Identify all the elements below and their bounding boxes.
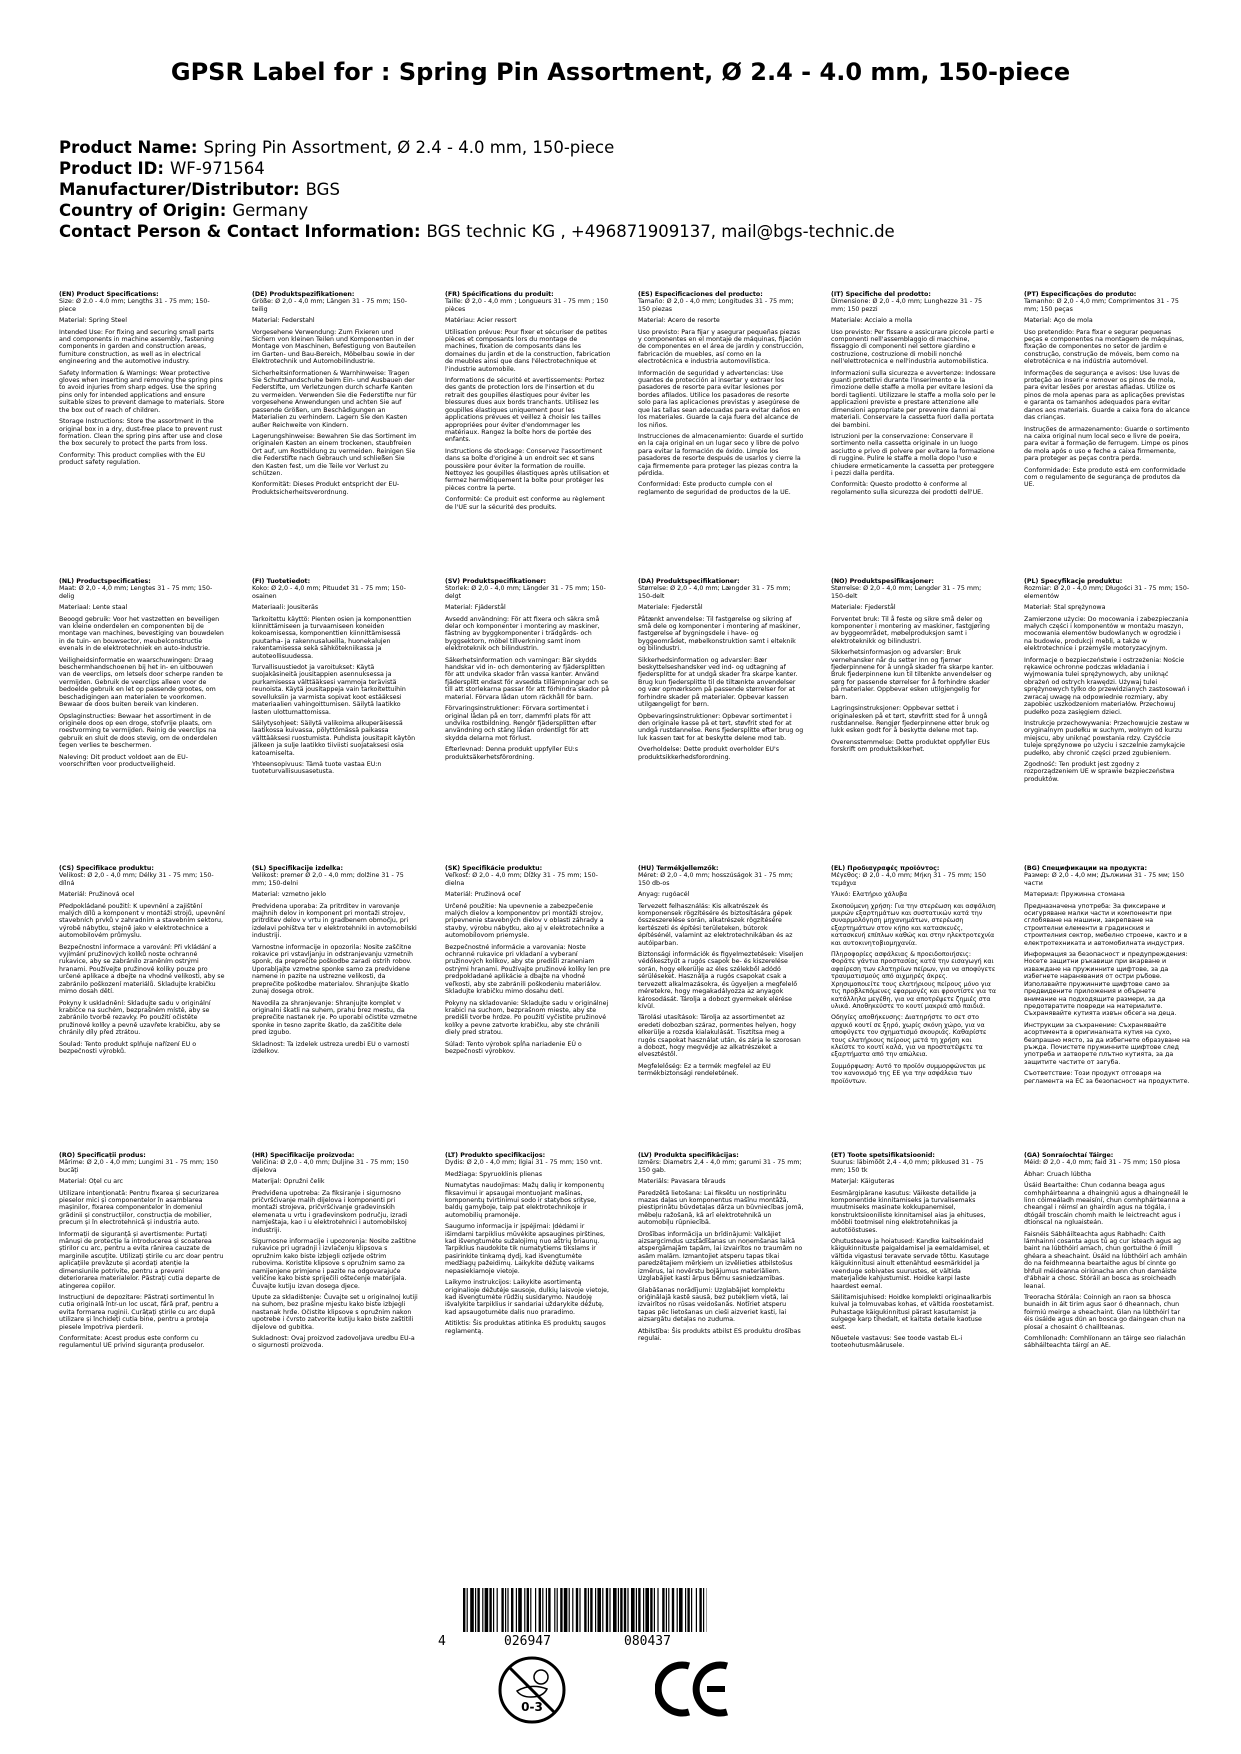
card-heading: (ET) Toote spetsifikatsioonid: — [831, 1152, 935, 1159]
barcode-first-digit: 4 — [438, 1634, 446, 1649]
barcode-bar — [482, 1588, 483, 1632]
card-size: Méret: Ø 2,0 - 4,0 mm; hosszúságok 31 - 75 mm; 150 db-os — [638, 872, 793, 887]
card-safety: Информация за безопасност и предупреждения: Носете защитни ръкавици при вкарване и изваждане на пружинните щифтове, за да избегнете наранявания от остри ръбове. Използвайте пружинните щифтове само за предвидените приложения и обърнете внимание на подходящите размери, за да предотвратите повреди на материалите. Съхранявайте кутията извън обсега на деца. — [1024, 951, 1188, 1018]
card-conformity: Súlad: Tento výrobok spĺňa nariadenie EÚ o bezpečnosti výrobkov. — [445, 1040, 582, 1055]
card-heading: (NO) Produktspesifikasjoner: — [831, 578, 934, 585]
card-heading: (HR) Specifikacije proizvoda: — [252, 1152, 355, 1159]
barcode-bar — [703, 1588, 704, 1632]
card-use: Avsedd användning: För att fixera och säkra små delar och komponenter i montering av maskiner, fästning av byggkomponenter i trädgårds- och byggsektorn, möbel tillverkning samt inom elektroteknik och bilindustrin. — [445, 615, 600, 653]
card-conformity: Yhteensopivuus: Tämä tuote vastaa EU:n tuoteturvallisuusasetusta. — [252, 760, 382, 776]
card-material: Materiāls: Pavasara tērauds — [638, 1178, 726, 1186]
barcode-bar — [618, 1588, 619, 1632]
card-material: Materiaali: Jousiteräs — [252, 604, 319, 612]
card-safety: Drošības informācija un brīdinājumi: Valkājiet aizsargcimdus uzstādīšanas un noņemšanas laikā atspergāmajām tapām, lai izvairītos no traumām no asām malām. Izmantojiet atsperu tapas tikai paredzētajiem mērķiem un izvēlieties atbilstošus izmērus, lai novērstu bojājumus materiāliem. Uzglabājiet kasti ārpus bērnu sasniedzamības. — [638, 1230, 803, 1283]
card-size: Mărime: Ø 2,0 - 4,0 mm; Lungimi 31 - 75 mm; 150 bucăți — [59, 1159, 219, 1174]
barcode-bar — [507, 1588, 508, 1632]
card-size: Méid: Ø 2,0 - 4,0 mm; faid 31 - 75 mm; 150 píosa — [1024, 1159, 1181, 1167]
card-safety: Informacje o bezpieczeństwie i ostrzeżenia: Noście rękawice ochronne podczas wkładania i wyjmowania tulei sprężynowych, aby uniknąć obrażeń od ostrych krawędzi. Używaj tulei sprężynowych tylko do przewidzianych zastosowań i zwracaj uwagę na odpowiednie rozmiary, aby zapobiec uszkodzeniom materiałów. Przechowuj pudełko poza zasięgiem dzieci. — [1024, 656, 1190, 716]
card-storage: Upute za skladištenje: Čuvajte set u originalnoj kutiji na suhom, bez prašine mjestu kako biste izbjegli nastanak hrđe. Očistite klipsove s opružnim nakon upotrebe i čvrsto zatvorite kutiju kako biste zaštitili dijelove od gubitka. — [252, 1293, 418, 1331]
language-card — [1024, 865, 1190, 1152]
card-storage: Lagerungshinweise: Bewahren Sie das Sortiment im originalen Kasten an einem trockenen, staubfreien Ort auf, um Rostbildung zu vermeiden. Reinigen Sie die Federstifte nach Gebrauch und schließen Sie den Kasten fest, um die Teile vor Verlust zu schützen. — [252, 432, 417, 477]
barcode-bar — [627, 1588, 628, 1632]
card-size: Größe: Ø 2,0 - 4,0 mm; Längen 31 - 75 mm; 150-teilig — [252, 298, 408, 313]
page-title: GPSR Label for : Spring Pin Assortment, Ø 2.4 - 4.0 mm, 150-piece — [170, 58, 1071, 86]
card-heading: (LV) Produkta specifikācijas: — [638, 1152, 739, 1159]
barcode-bar — [687, 1588, 689, 1632]
card-size: Rozmiar: Ø 2,0 - 4,0 mm; Długości 31 - 75 mm; 150-elementów — [1024, 585, 1190, 600]
info-value: BGS — [305, 180, 340, 199]
card-conformity: Sukladnost: Ovaj proizvod zadovoljava uredbu EU-a o sigurnosti proizvoda. — [252, 1334, 415, 1350]
card-size: Suurus: läbimõõt 2,4 - 4,0 mm; pikkused 31 - 75 mm; 150 tk — [831, 1159, 984, 1174]
no-children-0-3-icon — [497, 1655, 567, 1725]
card-safety: Sicherheitsinformationen & Warnhinweise: Tragen Sie Schutzhandschuhe beim Ein- und Ausbauen der Federstifte, um Verletzungen durch scharfe Kanten zu vermeiden. Verwenden Sie die Federstifte nur für vorgesehene Anwendungen und achten Sie auf passende Größen, um Beschädigungen an Materialien zu verhindern. Lagern Sie den Kasten außer Reichweite von Kindern. — [252, 369, 417, 429]
card-heading: (SV) Produktspecifikationer: — [445, 578, 546, 585]
card-conformity: Naleving: Dit product voldoet aan de EU-voorschriften voor productveiligheid. — [59, 753, 189, 768]
info-row — [59, 200, 1199, 221]
card-safety: Bezpečnostné informácie a varovania: Noste ochranné rukavice pri vkladaní a vyberaní pružinových kolíkov, aby ste predišli zraneniam ostrými hranami. Používajte pružinové kolíky len pre predpokladané aplikácie a dbajte na vhodné veľkosti, aby ste zabránili poškodeniu materiálov. Skladujte krabičku mimo dosahu detí. — [445, 943, 611, 996]
card-use: Vorgesehene Verwendung: Zum Fixieren und Sichern von kleinen Teilen und Komponenten in der Montage von Maschinen, Befestigung von Bauteilen im Garten- und Bau-Bereich, Möbelbau sowie in der Elektrotechnik und Automobilindustrie. — [252, 328, 416, 366]
language-card — [59, 291, 225, 578]
card-use: Предназначена употреба: За фиксиране и осигуряване малки части и компоненти при сглобяване на машини, закрепване на строителни елементи в градинския и строителния сектор, мебелно строене, както и в електротехниката и автомобилната индустрия. — [1024, 902, 1188, 947]
card-storage: Laikymo instrukcijos: Laikykite asortimentą originalioje dėžutėje sausoje, dulkių laisvoje vietoje, kad išvengtumėte rūdžių susidarymo. Naudoję išvalykite tarpiklius ir sandariai uždarykite dėžutę, kad apsaugotumėte dalis nuo praradimo. — [445, 1279, 610, 1316]
language-card — [638, 865, 804, 1152]
barcode-bar — [475, 1588, 476, 1632]
card-material: Materiál: Pružinová oceľ — [445, 891, 522, 899]
card-conformity: Συμμόρφωση: Αυτό το προϊόν συμμορφώνεται με τον κανονισμό της ΕΕ για την ασφάλεια των προϊόντων. — [831, 1062, 986, 1085]
card-material: Material: vzmetno jeklo — [252, 891, 326, 899]
info-row — [59, 158, 1199, 179]
card-use: Tervezett felhasználás: Kis alkatrészek és komponensek rögzítésére és biztosítására gépek összeszerelése során, alkatrészek rögzítésére kertészeti és építési területeken, bútorok építésénél, valamint az elektrotechnikában és az autóiparban. — [638, 902, 793, 947]
language-card — [445, 291, 611, 578]
card-conformity: Zgodność: Ten produkt jest zgodny z rozporządzeniem UE w sprawie bezpieczeństwa produktów. — [1024, 760, 1175, 783]
barcode-bar — [542, 1588, 543, 1632]
card-safety: Informații de siguranță și avertismente: Purtați mănuși de protecție la introducerea și scoaterea știrilor cu arc, pentru a evita rănirea cauzate de marginile ascuțite. Utilizați știrile cu arc doar pentru aplicațiile prevăzute și acordați atenție la dimensiunile potrivite, pentru a preveni deteriorarea materialelor. Păstrați cutia departe de atingerea copiilor. — [59, 1230, 224, 1290]
barcode-bar — [539, 1588, 541, 1632]
card-size: Velikost: Ø 2,0 - 4,0 mm; Délky 31 - 75 mm; 150-dílná — [59, 872, 214, 887]
card-material: Materijal: Opružni čelik — [252, 1178, 325, 1186]
language-card — [1024, 578, 1190, 865]
card-use: Σκοπούμενη χρήση: Για την στερέωση και ασφάλιση μικρών εξαρτημάτων και συστατικών κατά την συναρμολόγηση μηχανημάτων, στερέωση εξαρτημάτων στον κήπο και κατασκευές, κατασκευή επίπλων καθώς και στην ηλεκτροτεχνία και αυτοκινητοβιομηχανία. — [831, 902, 996, 947]
barcode-bar — [497, 1588, 498, 1632]
card-storage: Инструкции за съхранение: Съхранявайте асортимента в оригиналната кутия на сухо, безпрашно място, за да избегнете образуване на ръжда. Почистете пружинните щифтове след употреба и затворете плътно кутията, за да защитите частите от загуба. — [1024, 1021, 1190, 1066]
card-size: Tamanho: Ø 2,0 - 4,0 mm; Comprimentos 31 - 75 mm; 150 peças — [1024, 298, 1179, 313]
language-card — [59, 865, 225, 1152]
card-heading: (FI) Tuotetiedot: — [252, 578, 311, 585]
language-card — [59, 1152, 225, 1439]
card-use: Intended Use: For fixing and securing small parts and components in machine assembly, fastening components in garden and construction areas, furniture construction, as well as in electrical engineering and the automotive industry. — [59, 328, 214, 366]
barcode-bar — [677, 1588, 678, 1632]
card-use: Určené použitie: Na upevnenie a zabezpečenie malých dielov a komponentov pri montáži strojov, pripevnenie stavebných dielov v oblasti záhrady a stavby, výrobu nábytku, ako aj v elektrotechnike a automobilovom priemysle. — [445, 902, 605, 940]
card-use: Predviđena upotreba: Za fiksiranje i sigurnosno pričvršćivanje malih dijelova i komponenti pri montaži strojeva, pričvršćivanje građevinskih elemenata u vrtu i građevinskom području, izradi namještaja, kao i u elektrotehnici i automobilskoj industriji. — [252, 1189, 408, 1234]
card-safety: Turvallisuustiedot ja varoitukset: Käytä suojakäsineitä jousitappien asennuksessa ja purkamisessa välttääksesi vammoja terävistä reunoista. Käytä jousitappeja vain tarkoitettuihin sovelluksiin ja varmista sopivat koot estääksesi materiaalien vahingoittumisen. Säilytä laatikko lasten ulottumattomissa. — [252, 664, 406, 716]
card-safety: Faisnéis Sábháilteachta agus Rabhadh: Caith lámhainní cosanta agus tú ag cur isteach agus ag baint na lúbthóirí amach, chun gortuithe ó imill ghéara a sheachaint. Úsáid na lúbthóirí ach amháin do na feidhmeanna beartaithe agus bí cinnte go bhfuil méideanna oiriúnacha ann chun damáiste d'ábhair a chosc. Stóráil an bosca as sroicheadh leanaí. — [1024, 1230, 1187, 1290]
barcode-bar — [662, 1588, 664, 1632]
card-use: Beoogd gebruik: Voor het vastzetten en beveiligen van kleine onderdelen en componenten bij de montage van machines, bevestiging van bouwdelen in de tuin- en bouwsector, meubelconstructie evenals in de elektrotechniek en auto-industrie. — [59, 615, 224, 653]
barcode-bar — [554, 1588, 555, 1632]
card-safety: Informations de sécurité et avertissements: Portez des gants de protection lors de l'insertion et du retrait des goupilles élastiques pour éviter les blessures dues aux bords tranchants. Utilisez les goupilles élastiques uniquement pour les applications prévues et veillez à choisir les tailles appropriées pour éviter d'endommager les matériaux. Rangez la boîte hors de portée des enfants. — [445, 377, 605, 444]
card-use: Utilisation prévue: Pour fixer et sécuriser de petites pièces et composants lors du montage de machines, fixation de composants dans les domaines du jardin et de la construction, fabrication de meubles ainsi que dans l'électrotechnique et l'industrie automobile. — [445, 328, 611, 373]
barcode-bar — [511, 1588, 513, 1632]
barcode-bar — [560, 1588, 562, 1632]
card-conformity: Comhlíonadh: Comhlíonann an táirge seo rialachán sábháilteachta táirgí an AE. — [1024, 1334, 1186, 1350]
info-row — [59, 221, 1199, 242]
card-material: Materiale: Acciaio a molla — [831, 317, 913, 325]
card-conformity: Efterlevnad: Denna produkt uppfyller EU:s produktsäkerhetsförordning. — [445, 746, 579, 761]
card-safety: Safety Information & Warnings: Wear protective gloves when inserting and removing the spring pins to avoid injuries from sharp edges. Use the spring pins only for intended applications and ensure suitable sizes to prevent damage to materials. Store the box out of reach of children. — [59, 369, 225, 414]
barcode-bar — [576, 1588, 578, 1632]
card-storage: Säilytysohjeet: Säilytä valikoima alkuperäisessä laatikossa kuivassa, pölyttömässä paikassa välttääksesi ruostumista. Puhdista jousitapit käytön jälkeen ja sulje laatikko tiiviisti suojataksesi osia katoamiselta. — [252, 719, 416, 757]
barcode-bar — [609, 1588, 610, 1632]
card-safety: Informações de segurança e avisos: Use luvas de proteção ao inserir e remover os pinos de mola, para evitar lesões por arestas afiadas. Utilize os pinos de mola apenas para as aplicações previstas e garanta os tamanhos adequados para evitar danos aos materiais. Guarde a caixa fora do alcance das crianças. — [1024, 369, 1190, 422]
card-heading: (HU) Termékjellemzők: — [638, 865, 719, 872]
barcode-bar — [666, 1588, 667, 1632]
language-card — [252, 865, 418, 1152]
language-card — [831, 291, 997, 578]
card-size: Storlek: Ø 2,0 - 4,0 mm; Längder 31 - 75 mm; 150-delgt — [445, 585, 606, 600]
card-use: Eesmärgipärane kasutus: Väikeste detailide ja komponentide kinnitamiseks ja turvalisemaks muutmiseks masinate kokkupanemisel, konstruktsiooniliste kinnitamisel aias ja ehituses, mööbli tootmisel ning elektrotehnikas ja autotööstuses. — [831, 1189, 986, 1234]
card-safety: Πληροφορίες ασφάλειας & προειδοποιήσεις: Φοράτε γάντια προστασίας κατά την εισαγωγή και αφαίρεση των ελατηρίων πείρων, για να αποφύγετε τραυματισμούς από αιχμηρές άκρες. Χρησιμοποιείτε τους ελατήριους πείρους μόνο για τις προβλεπόμενες εφαρμογές και φροντίστε για τα κατάλληλα μεγέθη, για να αποτρέψετε ζημιές στα υλικά. Αποθηκεύστε το κουτί μακριά από παιδιά. — [831, 951, 997, 1010]
card-safety: Ohutusteave ja hoiatused: Kandke kaitsekindaid käigukinnituste paigaldamisel ja eemaldamisel, et vältida vigastusi teravate servade tõttu. Kasutage käigukinnitusi ainult ettenähtud eesmärkidel ja veenduge sobivates suurustes, et vältida materjalide kahjustumist. Hoidke karpi laste haardest eemal. — [831, 1238, 990, 1290]
card-safety: Veiligheidsinformatie en waarschuwingen: Draag beschermhandschoenen bij het in- en uitbouwen van de veerclips, om letsels door scherpe randen te vermijden. Gebruik de veerclips alleen voor de bedoelde gebruik en let op passende grootes, om beschadigingen aan materialen te voorkomen. Bewaar de doos buiten bereik van kinderen. — [59, 656, 223, 709]
language-card — [638, 1152, 804, 1439]
card-heading: (FR) Spécifications du produit: — [445, 291, 554, 298]
info-label: Product ID: — [59, 159, 164, 178]
card-size: Tamaño: Ø 2,0 - 4,0 mm; Longitudes 31 - 75 mm; 150 piezas — [638, 298, 794, 313]
card-size: Veličina: Ø 2,0 - 4,0 mm; Duljine 31 - 75 mm; 150 dijelova — [252, 1159, 409, 1174]
card-conformity: Conformidade: Este produto está em conformidade com o regulamento de segurança de produtos da UE. — [1024, 466, 1186, 489]
card-heading: (EL) Προδιαγραφές προϊόντος: — [831, 865, 940, 872]
language-card — [638, 578, 804, 865]
card-heading: (SL) Specifikacije izdelka: — [252, 865, 344, 872]
card-use: Påtænkt anvendelse: Til fastgørelse og sikring af små dele og komponenter i montering af maskiner, fastgørelse af bygningsdele i have- og byggeområdet, møbelkonstruktion samt i elteknik og bilindustri. — [638, 615, 801, 653]
card-conformity: Conformidad: Este producto cumple con el reglamento de seguridad de productos de la UE. — [638, 481, 791, 496]
card-storage: Förvaringsinstruktioner: Förvara sortimentet i original lådan på en torr, dammfri plats för att undvika rostbildning. Rengör fjädersplitten efter användning och stäng lådan ordentligt för att skydda delarna mot förlust. — [445, 705, 597, 742]
card-conformity: Conformité: Ce produit est conforme au règlement de l'UE sur la sécurité des produits. — [445, 496, 605, 511]
card-use: Zamierzone użycie: Do mocowania i zabezpieczania małych części i komponentów w montażu maszyn, mocowania elementów budowlanych w ogrodzie i na budowie, produkcji mebli, a także w elektrotechnice i przemyśle motoryzacyjnym. — [1024, 615, 1189, 653]
card-size: Size: Ø 2.0 - 4.0 mm; Lengths 31 - 75 mm; 150-piece — [59, 298, 210, 313]
card-conformity: Conformità: Questo prodotto è conforme al regolamento sulla sicurezza dei prodotti dell'UE. — [831, 481, 984, 496]
info-value: Germany — [232, 201, 309, 220]
barcode-bar — [691, 1588, 692, 1632]
card-material: Materiál: Pružinová ocel — [59, 891, 135, 899]
language-card — [831, 578, 997, 865]
barcode-bar — [595, 1588, 596, 1632]
barcode-bar — [564, 1588, 568, 1632]
card-storage: Storage Instructions: Store the assortment in the original box in a dry, dust-free place to prevent rust formation. Clean the spring pins after use and close the box securely to protect the parts from loss. — [59, 418, 223, 448]
barcode-bar — [636, 1588, 637, 1632]
barcode-bar — [467, 1588, 468, 1632]
card-size: Izmērs: Diametrs 2,4 - 4,0 mm; garumi 31 - 75 mm; 150 gab. — [638, 1159, 802, 1174]
product-info — [59, 137, 1199, 242]
card-size: Koko: Ø 2,0 - 4,0 mm; Pituudet 31 - 75 mm; 150-osainen — [252, 585, 406, 600]
card-heading: (EN) Product Specifications: — [59, 291, 159, 298]
barcode-bar — [485, 1588, 489, 1632]
card-material: Material: Fjäderstål — [445, 604, 506, 612]
barcode-bar — [516, 1588, 517, 1632]
barcode-bar — [650, 1588, 652, 1632]
language-card — [252, 1152, 418, 1439]
card-size: Μέγεθος: Ø 2,0 - 4,0 mm; Μήκη 31 - 75 mm; 150 τεμάχια — [831, 872, 986, 887]
card-heading: (GA) Sonraíochtaí Táirge: — [1024, 1152, 1114, 1159]
card-storage: Opbevaringsinstruktioner: Opbevar sortimentet i den originale kasse på et tørt, støvfrit sted for at undgå rustdannelse. Rens fjedersplitte efter brug og luk kassen tæt for at beskytte delene mod tab. — [638, 712, 804, 742]
barcode-bar — [696, 1588, 697, 1632]
card-use: Tarkoitettu käyttö: Pienten osien ja komponenttien kiinnittämiseen ja turvaamiseen koneiden kokoamisessa, komponenttien kiinnittämisessä puutarha- ja rakennusalueilla, huonekalujen rakentamisessa sekä sähkötekniikassa ja autoteollisuudessa. — [252, 615, 412, 660]
card-storage: Glabāšanas norādījumi: Uzglabājiet komplektu oriģinālajā kastē sausā, bez putekļiem vietā, lai izvairītos no rūsas veidošanās. Notīriet atsperu tapas pēc lietošanas un cieši aizveriet kasti, lai aizsargātu detaļas no zuduma. — [638, 1286, 788, 1324]
card-use: Predvidena uporaba: Za pritrditev in varovanje majhnih delov in komponent pri montaži strojev, pritrditev delov v vrtu in gradbenem območju, pri izdelavi pohištva ter v elektrotehniki in avtomobilski industriji. — [252, 902, 417, 940]
card-heading: (IT) Specifiche del prodotto: — [831, 291, 931, 298]
barcode-bar — [579, 1588, 580, 1632]
card-material: Ábhar: Cruach lúbtha — [1024, 1170, 1092, 1178]
card-material: Υλικό: Ελατήριο χάλυβα — [831, 891, 908, 899]
barcode-bar — [530, 1588, 531, 1632]
card-use: Numatytas naudojimas: Mažų dalių ir komponentų fiksavimui ir apsaugai montuojant mašinas, komponentų tvirtinimui sodo ir statybos srityse, baldų gamyboje, taip pat elektrotechnikoje ir automobilių pramonėje. — [445, 1182, 604, 1219]
card-material: Material: Spring Steel — [59, 317, 127, 325]
barcode-group-2: 080437 — [624, 1634, 671, 1649]
card-material: Matériau: Acier ressort — [445, 317, 517, 325]
card-storage: Instrucciones de almacenamiento: Guarde el surtido en la caja original en un lugar seco y libre de polvo para evitar la formación de óxido. Limpie los pasadores de resorte después de usarlos y cierre la caja firmemente para proteger las piezas contra la pérdida. — [638, 432, 804, 477]
barcode-bar — [518, 1588, 522, 1632]
barcode-bar — [470, 1588, 474, 1632]
barcode-bar — [638, 1588, 640, 1632]
card-safety: Sikkerhetsinformasjon og advarsler: Bruk vernehansker når du setter inn og fjerner fjederpinnene for å unngå skader fra skarpe kanter. Bruk fjederpinnene kun til tiltenkte anvendelser og sørg for passende størrelser for å forhindre skader på materialer. Oppbevar esken utilgjengelig for barn. — [831, 649, 994, 701]
barcode-bar — [590, 1588, 592, 1632]
barcode-bar — [588, 1588, 589, 1632]
card-size: Dydis: Ø 2,0 - 4,0 mm; Ilgiai 31 - 75 mm; 150 vnt. — [445, 1159, 603, 1167]
card-safety: Biztonsági információk és figyelmeztetések: Viseljen védőkesztyűt a rugós csapok be- és kiszerelése során, hogy elkerülje az éles szélekből adódó sérüléseket. Használja a rugós csapokat csak a tervezett alkalmazásokra, és ügyeljen a megfelelő méretekre, hogy megakadályozza az anyagok károsodását. Tárolja a dobozt gyermekek elérése kívül. — [638, 951, 804, 1010]
info-label: Product Name: — [59, 138, 198, 157]
barcode-digits — [438, 1634, 718, 1652]
card-safety: Información de seguridad y advertencias: Use guantes de protección al insertar y extraer los pasadores de resorte para evitar lesiones por bordes afilados. Utilice los pasadores de resorte solo para las aplicaciones previstas y asegúrese de que las tallas sean adecuadas para evitar daños en los materiales. Guarde la caja fuera del alcance de los niños. — [638, 369, 801, 429]
card-size: Dimensione: Ø 2,0 - 4,0 mm; Lunghezze 31 - 75 mm; 150 pezzi — [831, 298, 983, 313]
card-use: Forventet bruk: Til å feste og sikre små deler og komponenter i montering av maskiner, fastgjøring av byggeområdet, møbelproduksjon samt i elektroteknikk og bilindustri. — [831, 615, 990, 645]
card-heading: (DA) Produktspecifikationer: — [638, 578, 740, 585]
card-conformity: Съответствие: Този продукт отговаря на регламента на ЕС за безопасност на продуктите. — [1024, 1070, 1190, 1085]
card-size: Velikost: premer Ø 2,0 - 4,0 mm; dolžine 31 - 75 mm; 150-delni — [252, 872, 404, 887]
card-material: Материал: Пружинна стомана — [1024, 891, 1125, 899]
card-material: Material: Oțel cu arc — [59, 1178, 123, 1186]
info-label: Contact Person & Contact Information: — [59, 222, 421, 241]
card-storage: Lagringsinstruksjoner: Oppbevar settet i originalesken på et tørt, støvfritt sted for å unngå rustdannelse. Rengjør fjederpinnene etter bruk og lukk esken godt for å beskytte delene mot tap. — [831, 705, 990, 735]
language-card — [445, 865, 611, 1152]
card-safety: Sigurnosne informacije i upozorenja: Nosite zaštitne rukavice pri ugradnji i izvlačenju klipsova s opružnim kako biste izbjegli ozljede oštrim rubovima. Koristite klipsove s opružnim samo za namijenjene primjene i pazite na odgovarajuće veličine kako biste spriječili oštećenje materijala. Čuvajte kutiju izvan dosega djece. — [252, 1238, 417, 1290]
card-material: Materiał: Stal sprężynowa — [1024, 604, 1106, 612]
card-conformity: Nõuetele vastavus: See toode vastab EL-i tooteohutusmäärusele. — [831, 1334, 963, 1350]
card-storage: Instrucțiuni de depozitare: Păstrați sortimentul în cutia originală într-un loc uscat, fără praf, pentru a evita formarea ruginii. Curățați știrile cu arc după utilizare și închideți cutia bine, pentru a proteja piesele împotriva pierderii. — [59, 1293, 219, 1331]
card-conformity: Atitiktis: Šis produktas atitinka ES produktų saugos reglamentą. — [445, 1320, 606, 1335]
barcode-bar — [463, 1588, 465, 1632]
card-safety: Informazioni sulla sicurezza e avvertenze: Indossare guanti protettivi durante l'inserimento e la rimozione delle staffe a molla per evitare lesioni da bordi taglienti. Utilizzare le staffe a molla solo per le applicazioni previste e prestare attenzione alle dimensioni appropriate per prevenire danni ai materiali. Conservare la cassetta fuori dalla portata dei bambini. — [831, 369, 996, 429]
info-label: Manufacturer/Distributor: — [59, 180, 300, 199]
barcode-bar — [672, 1588, 674, 1632]
barcode-bar — [569, 1588, 570, 1632]
barcode-bar — [524, 1588, 525, 1632]
card-conformity: Soulad: Tento produkt splňuje nařízení EU o bezpečnosti výrobků. — [59, 1040, 197, 1055]
barcode-bar — [620, 1588, 622, 1632]
barcode-bar — [657, 1588, 658, 1632]
age-label: 0-3 — [521, 1700, 543, 1714]
card-storage: Istruzioni per la conservazione: Conservare il sortimento nella cassetta originale in un luogo asciutto e privo di polvere per evitare la formazione di ruggine. Pulire le staffe a molla dopo l'uso e chiudere ermeticamente la cassetta per proteggere i pezzi dalla perdita. — [831, 432, 995, 477]
barcode-bar — [679, 1588, 683, 1632]
card-safety: Sikkerhedsinformation og advarsler: Bær beskyttelseshandsker ved ind- og udtagning af fjedersplitte for at undgå skader fra skarpe kanter. Brug kun fjedersplitte til de tiltænkte anvendelser og vær opmærksom på passende størrelser for at forhindre skader på materialer. Opbevar kassen utilgængeligt for børn. — [638, 656, 798, 709]
language-card — [445, 1152, 611, 1439]
info-value: BGS technic KG , +496871909137, mail@bgs-technic.de — [426, 222, 895, 241]
card-storage: Tárolási utasítások: Tárolja az assortimentet az eredeti dobozban száraz, pormentes helyen, hogy elkerülje a rozsda kialakulását. Tisztítsa meg a rugós csapokat használat után, és zárja le szorosan a dobozt, hogy megvédje az alkatrészeket a elvesztéstől. — [638, 1014, 801, 1059]
card-heading: (PL) Specyfikacje produktu: — [1024, 578, 1123, 585]
card-conformity: Megfelelőség: Ez a termék megfelel az EU termékbiztonsági rendeletének. — [638, 1062, 771, 1078]
card-conformity: Conformity: This product complies with the EU product safety regulation. — [59, 451, 206, 467]
barcode-bar — [572, 1588, 573, 1632]
barcode-bar — [602, 1588, 603, 1632]
barcode-bar — [668, 1588, 669, 1632]
card-size: Veľkosť: Ø 2,0 - 4,0 mm; Dĺžky 31 - 75 mm; 150-dielna — [445, 872, 598, 887]
card-size: Размер: Ø 2,0 - 4,0 мм; Дължини 31 - 75 мм; 150 части — [1024, 872, 1184, 887]
card-material: Material: Aço de mola — [1024, 317, 1093, 325]
info-value: Spring Pin Assortment, Ø 2.4 - 4.0 mm, 150-piece — [203, 138, 615, 157]
card-use: Předpokládané použití: K upevnění a zajištění malých dílů a komponent v montáži strojů, upevnění stavebních prvků v zahradním a stavebním sektoru, výrobě nábytku, stejně jako v elektrotechnice a automobilovém průmyslu. — [59, 902, 225, 940]
language-card — [59, 578, 225, 865]
card-material: Anyag: rugóacél — [638, 891, 690, 899]
card-storage: Treoracha Stórála: Coinnigh an raon sa bhosca bunaidh in áit tirim agus saor ó dheannach, chun foirmiú meirge a sheachaint. Glan na lúbthóirí tar éis úsáide agus dún an bosca go daingean chun na píosaí a chosaint ó chaillteanas. — [1024, 1293, 1186, 1331]
card-use: Uso pretendido: Para fixar e segurar pequenas peças e componentes na montagem de máquinas, fixação de componentes no setor de jardim e construção, construção de móveis, bem como na eletrotécnica e na indústria automóvel. — [1024, 328, 1185, 366]
barcode-bar — [597, 1588, 601, 1632]
barcode-bar — [493, 1588, 494, 1632]
card-size: Størrelse: Ø 2,0 - 4,0 mm; Lengder 31 - 75 mm; 150-delt — [831, 585, 982, 600]
card-size: Taille: Ø 2,0 - 4,0 mm ; Longueurs 31 - 75 mm ; 150 pièces — [445, 298, 609, 313]
info-row — [59, 179, 1199, 200]
card-conformity: Conformitate: Acest produs este conform cu regulamentul UE privind siguranța produselor. — [59, 1334, 205, 1350]
barcode-bar — [501, 1588, 503, 1632]
card-heading: (RO) Specificații produs: — [59, 1152, 146, 1159]
card-use: Úsáid Beartaithe: Chun codanna beaga agus comhpháirteanna a dhaingniú agus a dhaingneáil le linn cóimeáladh meaisíní, chun comhpháirteanna a cheangal i réimsí an ghairdín agus na tógála, i dtógáil troscáin chomh maith le leictreacht agus i dtionscal na ngluaisteán. — [1024, 1182, 1189, 1227]
card-material: Material: Acero de resorte — [638, 317, 720, 325]
language-card — [252, 578, 418, 865]
barcode-bar — [645, 1588, 649, 1632]
card-heading: (SK) Špecifikácie produktu: — [445, 865, 543, 872]
info-value: WF-971564 — [169, 159, 265, 178]
card-heading: (LT) Produkto specifikacijos: — [445, 1152, 546, 1159]
barcode-bar — [557, 1588, 558, 1632]
card-safety: Varnostne informacije in opozorila: Nosite zaščitne rokavice pri vstavljanju in odstranjevanju vzmetnih sponk, da preprečite poškodbe zaradi ostrih robov. Uporabljajte vzmetne sponke samo za predvidene namene in pazite na ustrezne velikosti, da preprečite poškodbe materialov. Shranjujte škatlo zunaj dosega otrok. — [252, 943, 413, 996]
barcode-bar — [548, 1588, 550, 1632]
card-heading: (BG) Спецификации на продукта: — [1024, 865, 1147, 872]
card-heading: (CS) Specifikace produktu: — [59, 865, 154, 872]
barcode — [463, 1588, 707, 1632]
language-card — [445, 578, 611, 865]
language-card — [1024, 291, 1190, 578]
card-storage: Säilitamisjuhised: Hoidke komplekti originaalkarbis kuival ja tolmuvabas kohas, et vältida roostetamist. Puhastage käigukinnitusi pärast kasutamist ja sulgege karp tihedalt, et kaitsta detaile kaotuse eest. — [831, 1293, 994, 1331]
barcode-bar — [527, 1588, 529, 1632]
card-storage: Οδηγίες αποθήκευσης: Διατηρήστε το σετ στο αρχικό κουτί σε ξηρό, χωρίς σκόνη χώρο, για να αποφύγετε τον σχηματισμό σκουριάς. Καθαρίστε τους ελατήριους πείρους μετά τη χρήση και κλείστε το κουτί καλά, για να προστατέψετε τα εξαρτήματα από την απώλεια. — [831, 1014, 987, 1059]
card-material: Materiaal: Lente staal — [59, 604, 128, 612]
info-row — [59, 137, 1199, 158]
card-material: Materjal: Käiguteras — [831, 1178, 895, 1186]
language-card — [638, 291, 804, 578]
card-storage: Pokyny k uskladnění: Skladujte sadu v originální krabičce na suchém, bezprašném místě, aby se zabránilo tvorbě rezavky. Po použití očistěte pružinové kolíky a pevně uzavřete krabičku, aby se chránily díly před ztrátou. — [59, 999, 221, 1037]
ce-mark-icon — [655, 1658, 731, 1720]
language-grid — [59, 291, 1189, 1439]
barcode-bar — [654, 1588, 655, 1632]
card-material: Materiale: Fjederstål — [638, 604, 703, 612]
card-heading: (NL) Productspecificaties: — [59, 578, 151, 585]
card-heading: (PT) Especificações do produto: — [1024, 291, 1137, 298]
barcode-bar — [584, 1588, 586, 1632]
card-storage: Pokyny na skladovanie: Skladujte sadu v originálnej krabici na suchom, bezprašnom mieste, aby ste predišli tvorbe hrdze. Po použití vyčistite pružinové kolíky a pevne zatvorte krabičku, aby ste chránili diely pred stratou. — [445, 999, 609, 1037]
card-conformity: Skladnost: Ta izdelek ustreza uredbi EU o varnosti izdelkov. — [252, 1040, 409, 1055]
card-size: Størrelse: Ø 2,0 - 4,0 mm; Længder 31 - 75 mm; 150-delt — [638, 585, 791, 600]
barcode-bar — [505, 1588, 506, 1632]
card-safety: Bezpečnostní informace a varování: Při vkládání a vyjímání pružinových kolíků noste ochranné rukavice, aby se zabránilo zraněním ostrými hranami. Používejte pružinové kolíky pouze pro určené aplikace a dbejte na vhodné velikosti, aby se zabránilo poškození materiálů. Skladujte krabičku mimo dosah dětí. — [59, 943, 225, 996]
barcode-bar — [489, 1588, 491, 1632]
language-card — [831, 1152, 997, 1439]
card-storage: Instrukcje przechowywania: Przechowujcie zestaw w oryginalnym pudełku w suchym, wolnym od kurzu miejscu, aby uniknąć powstania rdzy. Czyśćcie tuleje sprężynowe po użyciu i szczelnie zamykajcie pudełko, aby chronić części przed zgubieniem. — [1024, 719, 1190, 757]
card-material: Medžiaga: Spyruoklinis plienas — [445, 1170, 543, 1178]
card-storage: Navodila za shranjevanje: Shranjujte komplet v originalni škatli na suhem, prahu brez mestu, da preprečite nastanek rje. Po uporabi očistite vzmetne sponke in tesno zaprite škatlo, da zaščitite dele pred izgubo. — [252, 999, 418, 1037]
card-conformity: Konformität: Dieses Produkt entspricht der EU-Produktsicherheitsverordnung. — [252, 481, 400, 496]
language-card — [252, 291, 418, 578]
barcode-bar — [643, 1588, 644, 1632]
card-safety: Saugumo informacija ir įspėjimai: Įdėdami ir išimdami tarpiklius mūvėkite apsaugines pirštines, kad išvengtumėte sužalojimų nuo aštrių briaunų. Tarpiklius naudokite tik numatytiems tikslams ir pasirinkite tinkamą dydį, kad išvengtumėte medžiagų pažeidimų. Laikykite dėžutę vaikams nepasiekiamoje vietoje. — [445, 1223, 606, 1275]
card-conformity: Overholdelse: Dette produkt overholder EU's produktsikkerhedsforordning. — [638, 746, 780, 761]
card-storage: Instructions de stockage: Conservez l'assortiment dans sa boîte d'origine à un endroit sec et sans poussière pour éviter la formation de rouille. Nettoyez les goupilles élastiques après utilisation et fermez hermétiquement la boîte pour protéger les pièces contre la perte. — [445, 447, 610, 492]
language-card — [1024, 1152, 1190, 1439]
card-heading: (DE) Produktspezifikationen: — [252, 291, 355, 298]
barcode-bar — [546, 1588, 547, 1632]
card-storage: Opslaginstructies: Bewaar het assortiment in de originele doos op een droge, stofvrije plaats, om roestvorming te vermijden. Reinig de veerclips na gebruik en sluit de doos stevig, om de onderdelen tegen verlies te beschermen. — [59, 712, 218, 750]
barcode-bar — [685, 1588, 686, 1632]
card-use: Paredzētā lietošana: Lai fiksētu un nostiprinātu mazas daļas un komponentus mašīnu montāžā, piestiprinātu būvdetaļas dārza un būvniecības jomā, mēbeļu ražošanā, kā arī elektrotehnikā un automobiļu rūpniecībā. — [638, 1189, 804, 1227]
card-conformity: Overensstemmelse: Dette produktet oppfyller EUs forskrift om produktsikkerhet. — [831, 738, 990, 754]
card-conformity: Atbilstība: Šis produkts atbilst ES produktu drošības regulai. — [638, 1327, 801, 1342]
card-use: Uso previsto: Para fijar y asegurar pequeñas piezas y componentes en el montaje de máquinas, fijación de componentes en el área de jardín y construcción, fabricación de muebles, así como en la electrotécnica e industria automovilística. — [638, 328, 804, 366]
card-material: Material: Federstahl — [252, 317, 315, 325]
barcode-bar — [535, 1588, 536, 1632]
barcode-bar — [624, 1588, 626, 1632]
card-storage: Instruções de armazenamento: Guarde o sortimento na caixa original num local seco e livre de poeira, para evitar a formação de ferrugem. Limpe os pinos de mola após o uso e feche a caixa firmemente, para proteger as peças contra perda. — [1024, 425, 1190, 463]
barcode-bar — [631, 1588, 635, 1632]
card-use: Utilizare intenționată: Pentru fixarea și securizarea pieselor mici și componentelor în asamblarea mașinilor, fixarea componentelor în domeniul grădinii și construcțiilor, construcția de mobilier, precum și în electrotehnică și industria auto. — [59, 1189, 219, 1227]
card-material: Materiale: Fjederstål — [831, 604, 896, 612]
barcode-bar — [699, 1588, 701, 1632]
card-size: Maat: Ø 2,0 - 4,0 mm; Lengtes 31 - 75 mm; 150-delig — [59, 585, 213, 600]
language-card — [831, 865, 997, 1152]
barcode-bar — [613, 1588, 617, 1632]
card-use: Uso previsto: Per fissare e assicurare piccole parti e componenti nell'assemblaggio di macchine, fissaggio di componenti nel settore giardino e costruzione, costruzione di mobili nonché nell'elettrotecnica e nell'industria automobilistica. — [831, 328, 994, 366]
card-safety: Säkerhetsinformation och varningar: Bär skydds handskar vid in- och demontering av fjädersplitten för att undvika skador från vassa kanter. Använd fjädersplitt endast för avsedda tillämpningar och se till att storlekarna passar för att förhindra skador på material. Förvara lådan utom räckhåll för barn. — [445, 656, 610, 701]
info-label: Country of Origin: — [59, 201, 227, 220]
barcode-bar — [606, 1588, 608, 1632]
barcode-group-1: 026947 — [504, 1634, 551, 1649]
barcode-bar — [477, 1588, 479, 1632]
card-heading: (ES) Especificaciones del producto: — [638, 291, 763, 298]
